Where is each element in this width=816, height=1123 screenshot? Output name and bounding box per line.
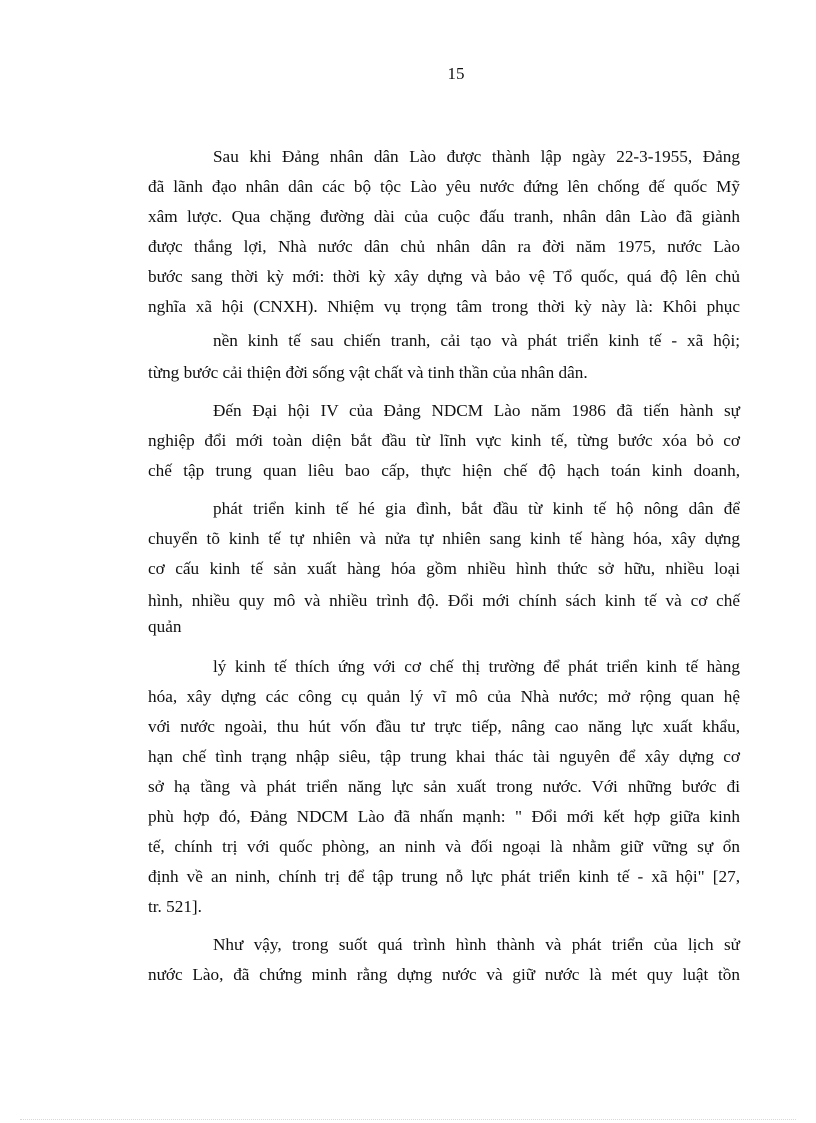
text-line: nghiệp đổi mới toàn diện bắt đầu từ lĩnh vực kinh tế, từng bước xóa bỏ cơ xyxy=(148,431,740,450)
text-line: nền kinh tế sau chiến tranh, cải tạo và phát triển kinh tế - xã hội; xyxy=(213,331,740,350)
text-line: hạn chế tình trạng nhập siêu, tập trung khai thác tài nguyên để xây dựng cơ xyxy=(148,747,740,766)
text-line: nước Lào, đã chứng minh rằng dựng nước và giữ nước là mét quy luật tồn xyxy=(148,965,740,984)
text-line: định về an ninh, chính trị để tập trung nỗ lực phát triển kinh tế - xã hội" [27, xyxy=(148,867,740,886)
text-line: chuyển tõ kinh tế tự nhiên và nửa tự nhiên sang kinh tế hàng hóa, xây dựng xyxy=(148,529,740,548)
text-line: Như vậy, trong suốt quá trình hình thành và phát triển của lịch sử xyxy=(213,935,740,954)
text-line: tế, chính trị với quốc phòng, an ninh và đối ngoại là nhằm giữ vững sự ổn xyxy=(148,837,740,856)
text-line: nghĩa xã hội (CNXH). Nhiệm vụ trọng tâm trong thời kỳ này là: Khôi phục xyxy=(148,297,740,316)
text-line: sở hạ tầng và phát triển năng lực sản xuất trong nước. Với những bước đi xyxy=(148,777,740,796)
text-line: phát triển kinh tế hé gia đình, bắt đầu từ kinh tế hộ nông dân để xyxy=(213,499,740,518)
text-line: với nước ngoài, thu hút vốn đầu tư trực tiếp, nâng cao năng lực xuất khẩu, xyxy=(148,717,740,736)
footer-divider xyxy=(20,1119,796,1120)
text-line: bước sang thời kỳ mới: thời kỳ xây dựng và bảo vệ Tổ quốc, quá độ lên chủ xyxy=(148,267,740,286)
text-line: hình, nhiều quy mô và nhiều trình độ. Đổi mới chính sách kinh tế và cơ chế xyxy=(148,591,740,610)
text-line: được thắng lợi, Nhà nước dân chủ nhân dân ra đời năm 1975, nước Lào xyxy=(148,237,740,256)
text-line: tr. 521]. xyxy=(148,897,202,916)
text-line: hóa, xây dựng các công cụ quản lý vĩ mô của Nhà nước; mở rộng quan hệ xyxy=(148,687,740,706)
page-number: 15 xyxy=(447,64,465,83)
text-line: Đến Đại hội IV của Đảng NDCM Lào năm 1986 đã tiến hành sự xyxy=(213,401,740,420)
text-line: lý kinh tế thích ứng với cơ chế thị trường để phát triển kinh tế hàng xyxy=(213,657,740,676)
text-line: phù hợp đó, Đảng NDCM Lào đã nhấn mạnh: " Đổi mới kết hợp giữa kinh xyxy=(148,807,740,826)
text-line: xâm lược. Qua chặng đường dài của cuộc đấu tranh, nhân dân Lào đã giành xyxy=(148,207,740,226)
text-line: quản xyxy=(148,617,182,636)
text-line: từng bước cải thiện đời sống vật chất và tinh thần của nhân dân. xyxy=(148,363,588,382)
text-line: đã lãnh đạo nhân dân các bộ tộc Lào yêu nước đứng lên chống đế quốc Mỹ xyxy=(148,177,740,196)
text-line: Sau khi Đảng nhân dân Lào được thành lập ngày 22-3-1955, Đảng xyxy=(213,147,740,166)
text-line: cơ cấu kinh tế sản xuất hàng hóa gồm nhiều hình thức sở hữu, nhiều loại xyxy=(148,559,740,578)
text-line: chế tập trung quan liêu bao cấp, thực hiện chế độ hạch toán kinh doanh, xyxy=(148,461,740,480)
